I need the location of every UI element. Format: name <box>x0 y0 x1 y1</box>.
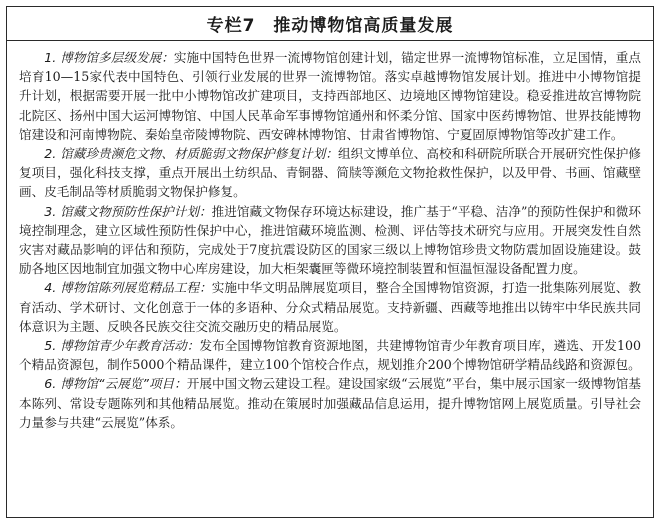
list-item <box>19 202 641 279</box>
feature-box <box>6 6 654 518</box>
list-item <box>19 336 641 374</box>
item-text: 推进馆藏文物保存环境达标建设，推广基于“平稳、洁净”的预防性保护和微环境控制理念，建立区域性预防性保护中心，推进馆藏环境监测、检测、评估等技术研究与应用。开展突发性自然灾害对藏品影响的评估和预防，完成处于7度抗震设防区的国家三级以上博物馆珍贵文物防震加固设施建设。鼓励各地区因地制宜加强文物中心库房建设，加大柜架囊匣等微环境控制装置和恒温恒湿设备配置力度。 <box>19 203 641 277</box>
item-heading: 3. 馆藏文物预防性保护计划： <box>44 203 212 219</box>
list-item <box>19 278 641 336</box>
list-item <box>19 144 641 202</box>
item-heading: 1. 博物馆多层级发展： <box>44 50 174 65</box>
list-item <box>19 48 641 144</box>
box-content <box>7 41 653 432</box>
box-label: 专栏7 <box>206 16 256 36</box>
box-header <box>7 7 653 41</box>
item-text: 开展中国文物云建设工程。建设国家级“云展览”平台，集中展示国家一级博物馆基本陈列、常设专题陈列和其他精品展览。推动在策展时加强藏品信息运用，提升博物馆网上展览质量。引导社会力量参与共建“云展览”体系。 <box>19 376 641 430</box>
item-heading: 2. 馆藏珍贵濒危文物、材质脆弱文物保护修复计划： <box>44 146 339 162</box>
item-text: 组织文博单位、高校和科研院所联合开展研究性保护修复项目，强化科技支撑，重点开展出土纺织品、青铜器、简牍等濒危文物抢救性保护，以及甲骨、书画、馆藏壁画、皮毛制品等材质脆弱文物保护修复。 <box>19 146 642 200</box>
item-heading: 6. 博物馆“云展览”项目： <box>44 376 187 392</box>
item-text: 发布全国博物馆教育资源地图，共建博物馆青少年教育项目库，遴选、开发100个精品资源包，制作5000个精品课件，建立100个馆校合作点，规划推介200个博物馆研学精品线路和资源包。 <box>19 338 641 373</box>
item-heading: 5. 博物馆青少年教育活动： <box>44 338 200 354</box>
item-text: 实施中国特色世界一流博物馆创建计划，锚定世界一流博物馆标准，立足国情，重点培育10—15家代表中国特色、引领行业发展的世界一流博物馆。落实卓越博物馆发展计划。推进中小博物馆提升计划，根据需要开展一批中小博物馆改扩建项目，支持西部地区、边境地区博物馆建设。稳妥推进故宫博物院北院区、扬州中国大运河博物馆、中国人民革命军事博物馆通州和怀柔分馆、国家中医药博物馆、世界技能博物馆建设和河南博物院、秦始皇帝陵博物院、西安碑林博物馆、甘肃省博物馆、宁夏固原博物馆等改扩建工作。 <box>19 50 641 142</box>
item-heading: 4. 博物馆陈列展览精品工程： <box>44 280 212 296</box>
list-item <box>19 374 641 432</box>
box-title: 推动博物馆高质量发展 <box>273 16 454 36</box>
item-text: 实施中华文明品牌展览项目，整合全国博物馆资源，打造一批集陈列展览、教育活动、学术研讨、文化创意于一体的多语种、分众式精品展览。支持新疆、西藏等地推出以铸牢中华民族共同体意识为主题、反映各民族交往交流交融历史的精品展览。 <box>19 280 641 334</box>
